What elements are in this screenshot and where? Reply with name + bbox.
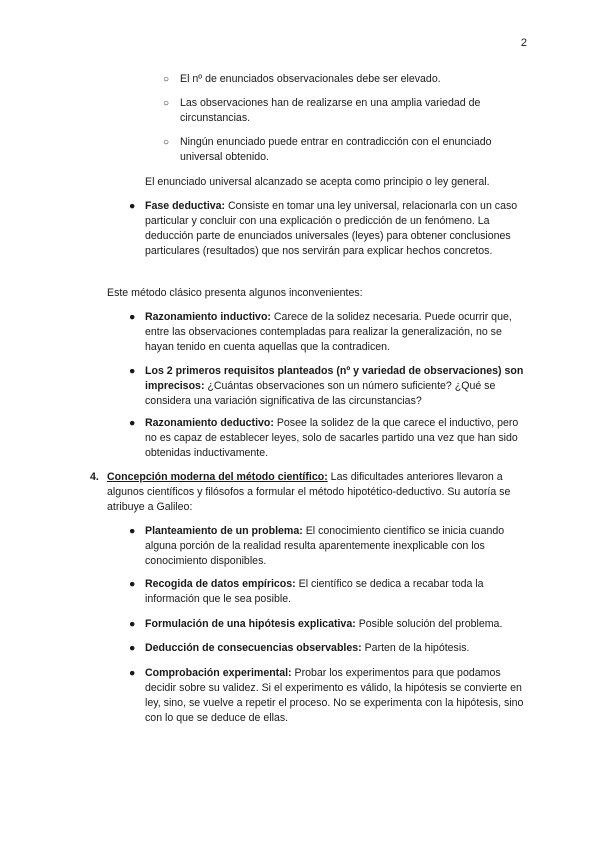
bullet-icon: ● [129,365,136,377]
item-text: El científico se dedica a recabar toda la información que le sea posible. [145,578,484,605]
circle-bullet-icon: ○ [163,137,170,148]
item-label: Formulación de una hipótesis explicativa: [145,618,356,630]
list-item-text: Las observaciones han de realizarse en una amplia variedad de circunstancias. [180,97,481,124]
item-label: Comprobación experimental: [145,667,292,679]
list-item-text: El nº de enunciados observacionales debe ser elevado. [180,73,441,85]
circle-bullet-icon: ○ [163,74,170,85]
item-text: El conocimiento científico se inicia cuando alguna porción de la realidad resulta aparentemente inexplicable con los conocimiento disponibles. [145,525,505,567]
item-label: Deducción de consecuencias observables: [145,642,362,654]
bullet-icon: ● [129,417,136,429]
page-number: 2 [520,37,527,49]
item-text: ¿Cuántas observaciones son un número suficiente? ¿Qué se considera una variación significativa de las circunstancias? [145,380,496,407]
section-number: 4. [90,471,99,483]
item-label: Los 2 primeros requisitos planteados (nº y variedad de observaciones) son imprecisos: [145,365,524,392]
bullet-icon: ● [129,200,136,212]
circle-bullet-icon: ○ [163,98,170,109]
item-label: Recogida de datos empíricos: [145,578,296,590]
bullet-icon: ● [129,618,136,630]
bullet-icon: ● [129,525,136,537]
item-text: Posible solución del problema. [355,618,503,630]
bullet-icon: ● [129,311,136,323]
item-label: Fase deductiva: [145,200,226,212]
list-item-text: Ningún enunciado puede entrar en contradicción con el enunciado universal obtenido. [180,136,492,163]
drawbacks-intro: Este método clásico presenta algunos inconvenientes: [107,287,363,299]
bullet-icon: ● [129,578,136,590]
bullet-icon: ● [129,667,136,679]
induction-conclusion: El enunciado universal alcanzado se acepta como principio o ley general. [145,176,490,188]
item-text: Parten de la hipótesis. [361,642,470,654]
item-label: Planteamiento de un problema: [145,525,303,537]
item-text: Carece de la solidez necesaria. Puede ocurrir que, entre las observaciones contempladas para realizar la generalización, no se hayan tenido en cuenta aquellas que la contradicen. [145,311,512,353]
section-text: Las dificultades anteriores llevaron a algunos científicos y filósofos a formular el método hipotético-deductivo. Su autoría se atribuye a Galileo: [107,471,511,513]
item-text: Posee la solidez de la que carece el inductivo, pero no es capaz de establecer leyes, solo de sacarles partido una vez que han sido obtenidas inductivamente. [145,417,519,459]
bullet-icon: ● [129,642,136,654]
section-title: Concepción moderna del método científico: [107,471,328,483]
item-text: Probar los experimentos para que podamos decidir sobre su validez. Si el experimento es válido, la hipótesis se convierte en ley, sino, se vuelve a repetir el proceso. No se experimenta con la hipótesis, sino con lo que se deduce de ellas. [145,667,524,724]
item-label: Razonamiento deductivo: [145,417,274,429]
item-label: Razonamiento inductivo: [145,311,271,323]
item-text: Consiste en tomar una ley universal, relacionarla con un caso particular y concluir con una explicación o predicción de un fenómeno. La deducción parte de enunciados universales (leyes) para obtener conclusiones particulares (resultados) que nos servirán para explicar hechos concretos. [145,200,518,257]
